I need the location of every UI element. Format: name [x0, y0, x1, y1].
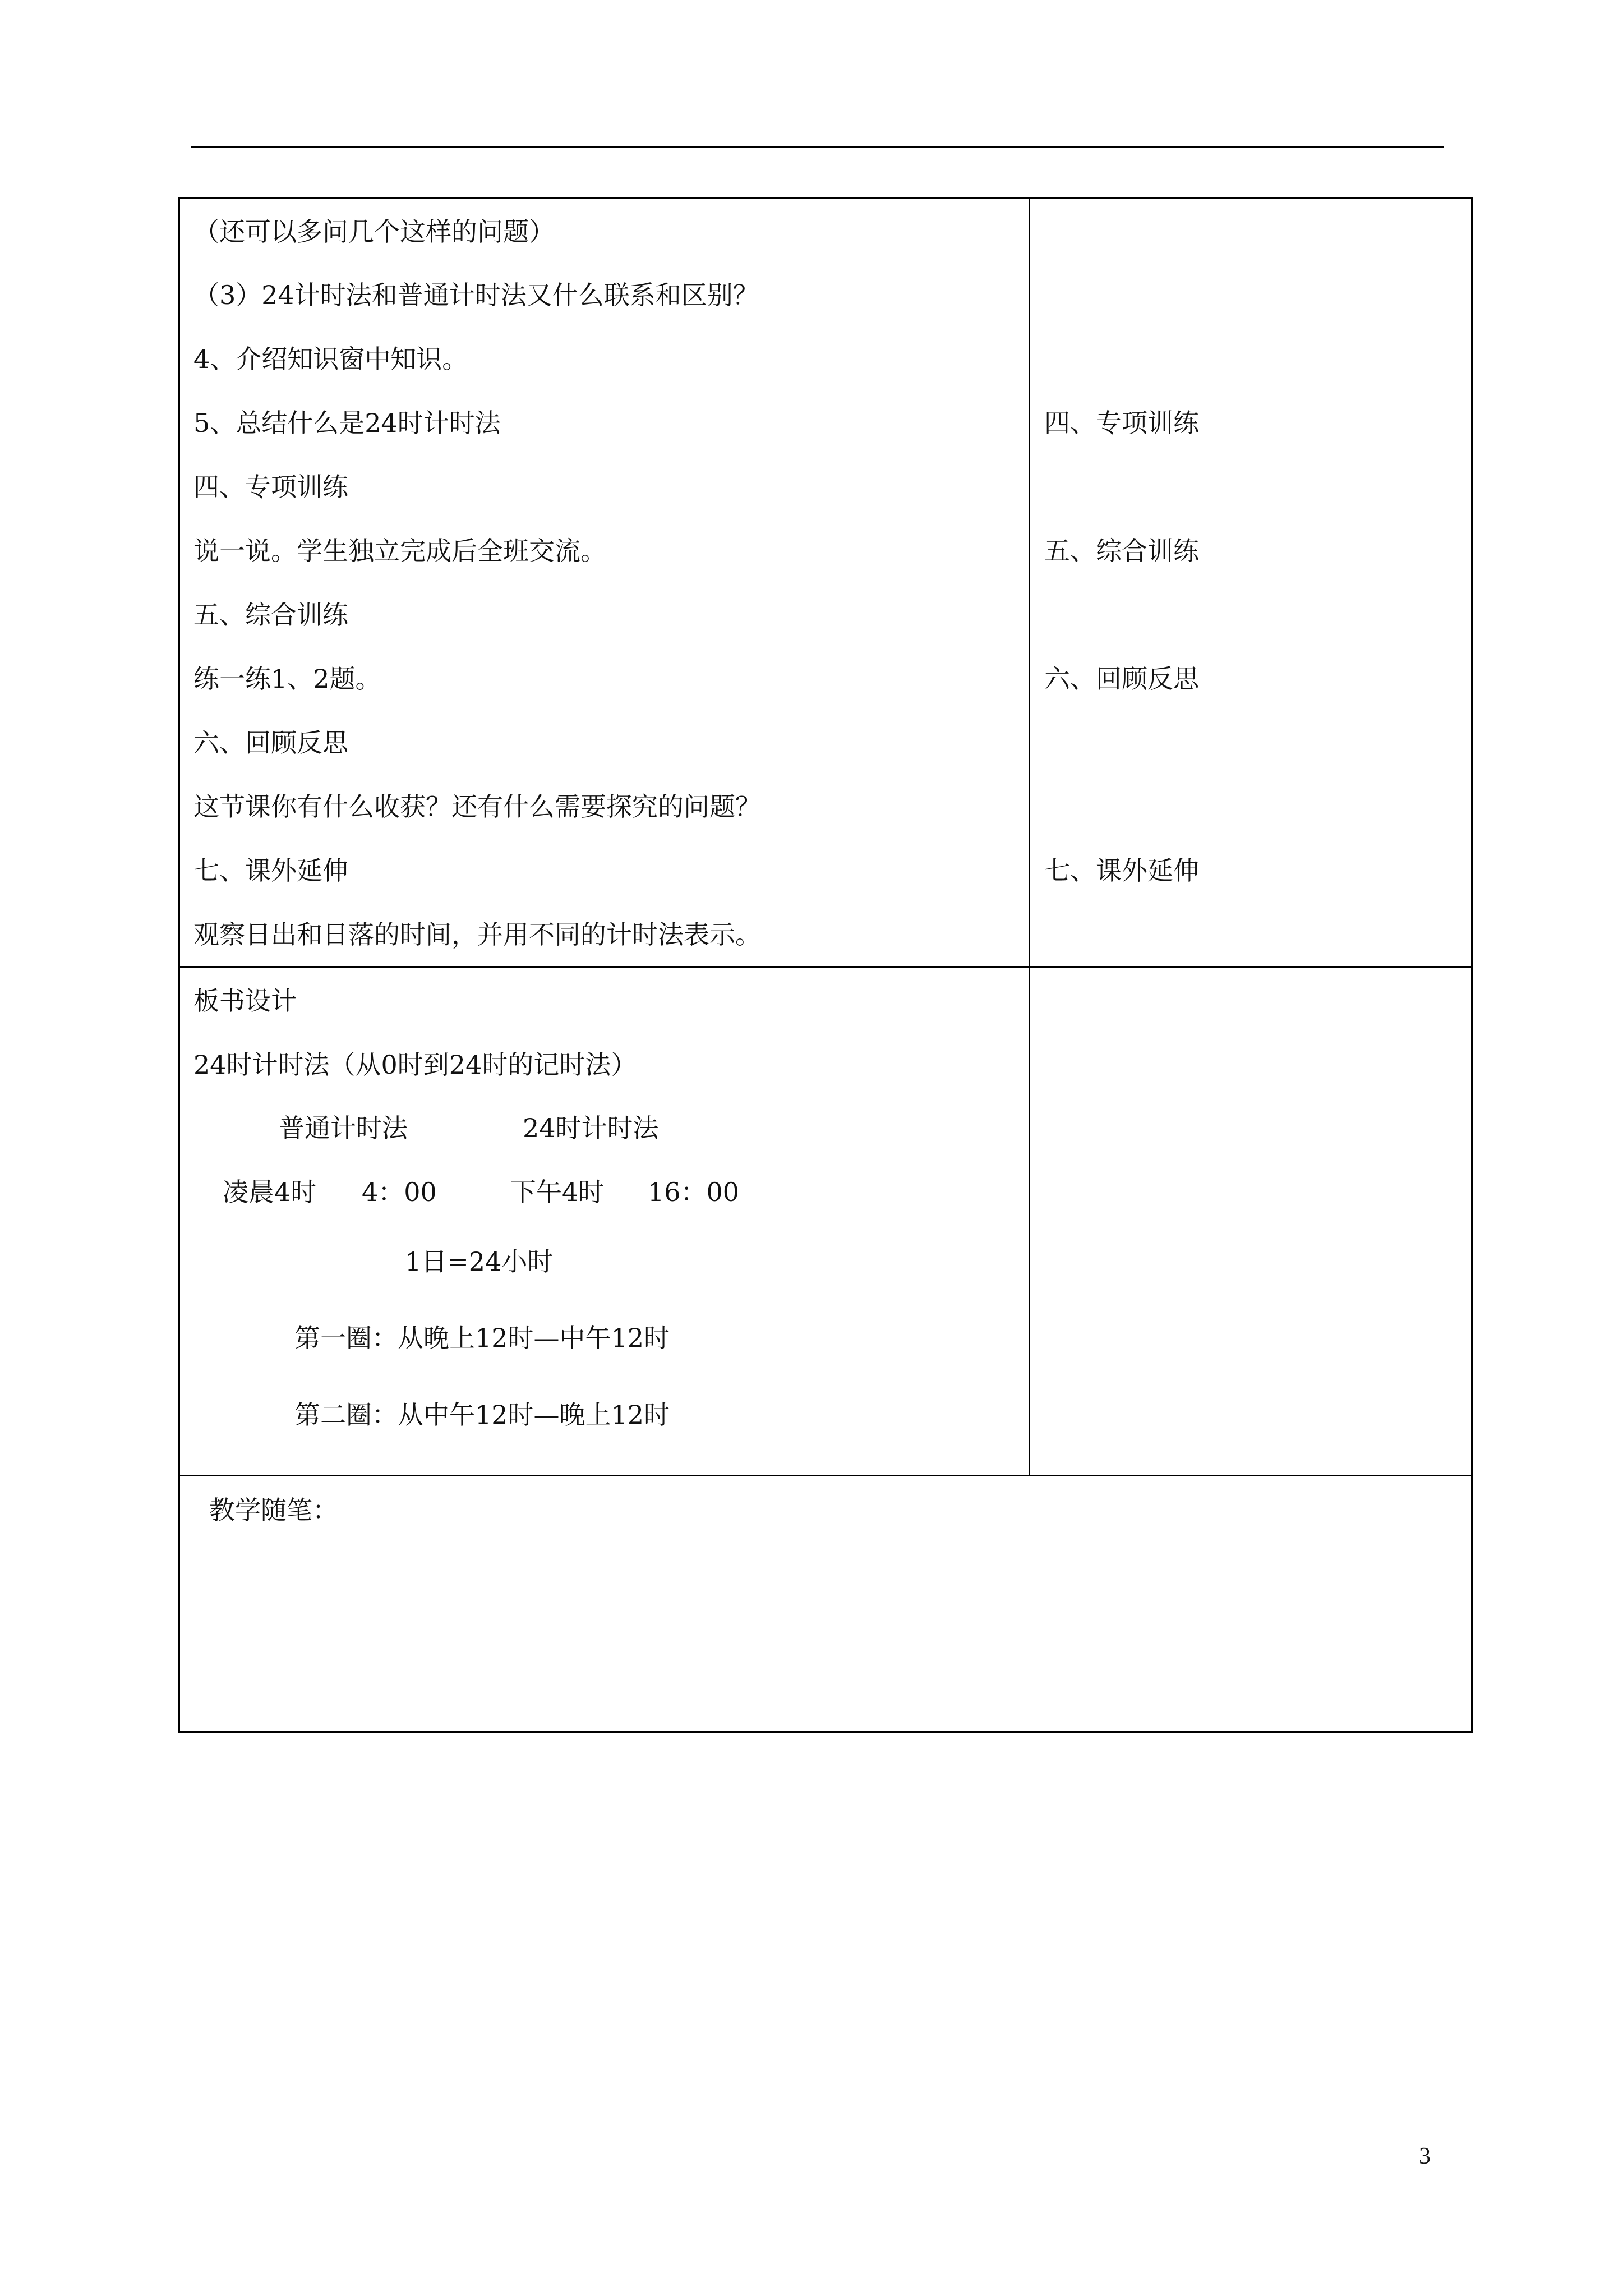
table-border-bottom — [178, 1731, 1473, 1733]
procedure-line: 说一说。学生独立完成后全班交流。 — [193, 536, 606, 566]
board-example-common-value: 4：00 — [362, 1177, 437, 1207]
procedure-line: 4、介绍知识窗中知识。 — [193, 344, 468, 374]
procedure-line: 六、回顾反思 — [193, 728, 348, 758]
board-example-24h-value: 16：00 — [648, 1177, 740, 1207]
table-border-middle — [1029, 197, 1030, 1476]
procedure-line: 5、总结什么是24时计时法 — [193, 408, 501, 438]
header-rule — [191, 146, 1444, 148]
section-marker: 五、综合训练 — [1044, 536, 1199, 566]
procedure-line: （还可以多问几个这样的问题） — [193, 217, 555, 247]
teaching-notes-label: 教学随笔： — [209, 1495, 338, 1525]
board-day-rule: 1日=24小时 — [405, 1246, 554, 1277]
procedure-line: 这节课你有什么收获？还有什么需要探究的问题？ — [193, 792, 761, 822]
procedure-line: 四、专项训练 — [193, 472, 348, 502]
procedure-line: 五、综合训练 — [193, 600, 348, 630]
board-title: 板书设计 — [193, 986, 297, 1016]
board-col-24h: 24时计时法 — [523, 1113, 659, 1143]
board-subtitle: 24时计时法（从0时到24时的记时法） — [193, 1050, 637, 1080]
section-marker: 四、专项训练 — [1044, 408, 1199, 438]
procedure-line: 练一练1、2题。 — [193, 664, 381, 694]
table-border-row1 — [178, 966, 1473, 968]
section-marker: 六、回顾反思 — [1044, 664, 1199, 694]
board-first-circle: 第一圈：从晚上12时—中午12时 — [294, 1323, 670, 1353]
board-second-circle: 第二圈：从中午12时—晚上12时 — [294, 1400, 670, 1430]
board-col-common: 普通计时法 — [279, 1113, 408, 1143]
procedure-line: （3）24计时法和普通计时法又什么联系和区别？ — [193, 280, 759, 310]
board-example-24h-label: 下午4时 — [510, 1177, 605, 1207]
table-border-row2 — [178, 1475, 1473, 1476]
procedure-line: 七、课外延伸 — [193, 855, 348, 886]
table-border-top — [178, 197, 1473, 199]
table-border-right — [1471, 197, 1473, 1733]
section-marker: 七、课外延伸 — [1044, 855, 1199, 886]
table-border-left — [178, 197, 180, 1733]
board-example-common-label: 凌晨4时 — [223, 1177, 317, 1207]
page-number: 3 — [1419, 2143, 1431, 2169]
procedure-line: 观察日出和日落的时间，并用不同的计时法表示。 — [193, 919, 761, 950]
